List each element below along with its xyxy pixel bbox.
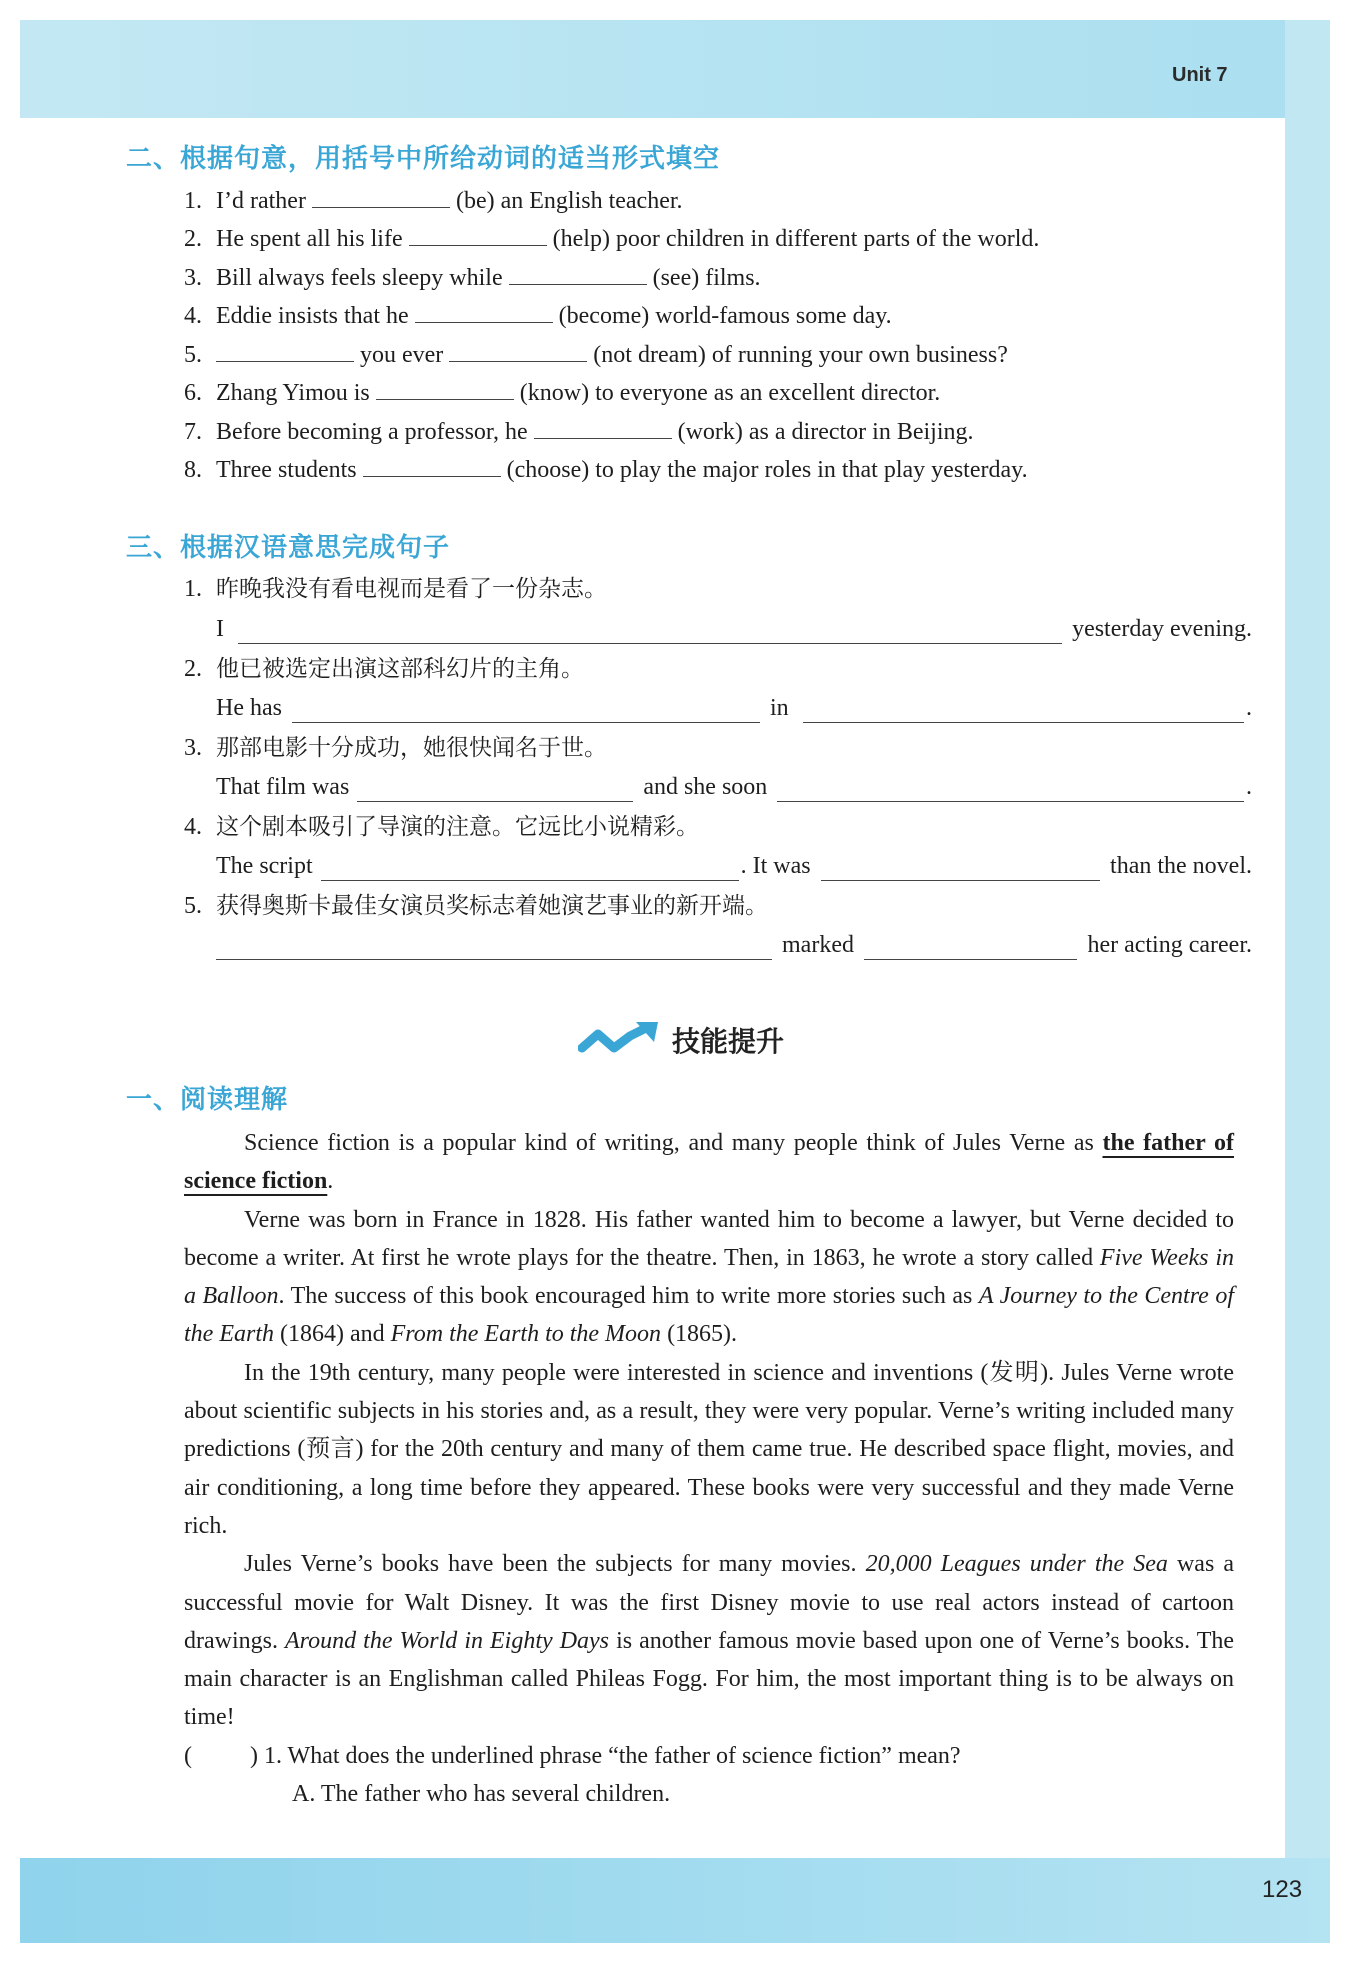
- answer-blank[interactable]: [376, 377, 514, 400]
- answer-blank[interactable]: [409, 223, 547, 246]
- item-prefix: Before becoming a professor, he: [216, 419, 528, 445]
- reading-section-title: 一、阅读理解: [126, 1085, 289, 1115]
- item-number: 7.: [184, 419, 202, 445]
- item-suffix: (not dream) of running your own business?: [593, 342, 1008, 368]
- translation-prompt: [184, 733, 607, 763]
- chinese-sentence: 那部电影十分成功，她很快闻名于世。: [216, 735, 607, 761]
- exercise-item: [184, 262, 761, 293]
- item-suffix: (choose) to play the major roles in that play yesterday.: [506, 457, 1028, 483]
- answer-blank[interactable]: [357, 779, 633, 802]
- answer-tail: .: [1246, 774, 1252, 800]
- item-prefix: I’d rather: [216, 188, 306, 214]
- item-suffix: (know) to everyone as an excellent director.: [519, 380, 941, 406]
- page-number: 123: [1262, 1876, 1303, 1903]
- paragraph-2: [184, 1201, 1234, 1354]
- book-title: From the Earth to the Moon: [390, 1321, 662, 1348]
- item-number: 5.: [184, 342, 202, 368]
- answer-blank[interactable]: [312, 185, 450, 208]
- paragraph-text: is another famous movie based upon one of Verne’s books. The main character is an Englishman called Phileas Fogg. For him, the most important thing is to be always on time!: [184, 1627, 1235, 1731]
- item-middle: you ever: [360, 342, 444, 368]
- top-decorative-band: [20, 20, 1330, 118]
- translation-prompt: [184, 654, 584, 684]
- answer-blank[interactable]: [292, 700, 760, 723]
- translation-prompt: [184, 891, 768, 921]
- paragraph-4: [184, 1545, 1234, 1736]
- answer-lead: He has: [216, 695, 282, 721]
- translation-answer-line: [216, 930, 1252, 960]
- answer-blank[interactable]: [238, 621, 1062, 644]
- exercise-item: [184, 223, 1039, 254]
- section3-title: 三、根据汉语意思完成句子: [126, 533, 451, 563]
- question-1: [184, 1737, 1234, 1775]
- item-prefix: Eddie insists that he: [216, 303, 409, 329]
- item-number: 6.: [184, 380, 202, 406]
- item-suffix: (work) as a director in Beijing.: [677, 419, 974, 445]
- answer-blank[interactable]: [864, 937, 1077, 960]
- answer-tail: her acting career.: [1087, 932, 1252, 958]
- paragraph-text: (1864) and: [280, 1321, 385, 1348]
- answer-blank[interactable]: [363, 454, 501, 477]
- item-number: 2.: [184, 656, 202, 682]
- paragraph-text: .: [327, 1168, 334, 1195]
- item-number: 4.: [184, 814, 202, 840]
- translation-prompt: [184, 812, 699, 842]
- answer-blank[interactable]: [821, 858, 1100, 881]
- item-number: 4.: [184, 303, 202, 329]
- section2-title: 二、根据句意，用括号中所给动词的适当形式填空: [126, 144, 721, 174]
- paragraph-text: . The success of this book encouraged him to write more stories such as: [278, 1283, 973, 1310]
- item-suffix: (become) world-famous some day.: [558, 303, 892, 329]
- exercise-item: [184, 377, 940, 408]
- paragraph-text: Verne was born in France in 1828. His father wanted him to become a lawyer, but Verne decided to become a writer. At first he wrote plays for the theatre. Then, in 1863, he wrote a story called: [184, 1206, 1234, 1271]
- item-number: 3.: [184, 265, 202, 291]
- paragraph-text: In the 19th century, many people were interested in science and inventions (发明). Jules Verne wrote about scientific subjects in his stories and, as a result, they were very popular. Verne’s writing included many predictions (预言) for the 20th century and many of them came true. He described space flight, movies, and air conditioning, a long time before they appeared. These books were very successful and they made Verne rich.: [184, 1359, 1234, 1539]
- answer-lead: That film was: [216, 774, 350, 800]
- item-suffix: (see) films.: [652, 265, 761, 291]
- option-text: A. The father who has several children.: [292, 1781, 671, 1808]
- item-number: 8.: [184, 457, 202, 483]
- bottom-decorative-band: [20, 1858, 1330, 1943]
- paragraph-text: Jules Verne’s books have been the subjects for many movies.: [244, 1551, 857, 1578]
- exercise-item: [184, 339, 1008, 370]
- book-title: A Journey to the Centre of the Earth: [184, 1283, 1234, 1348]
- answer-bracket[interactable]: (: [184, 1742, 192, 1769]
- skill-header: [578, 1018, 784, 1062]
- paragraph-3: [184, 1354, 1234, 1545]
- item-prefix: Three students: [216, 457, 357, 483]
- answer-blank[interactable]: [449, 339, 587, 362]
- answer-mid: . It was: [740, 853, 811, 879]
- answer-tail: than the novel.: [1110, 853, 1252, 879]
- reading-passage: [184, 1124, 1234, 1813]
- paragraph-text: was a successful movie for Walt Disney. It was the first Disney movie to use real actors instead of cartoon drawings.: [184, 1551, 1235, 1654]
- answer-blank[interactable]: [777, 779, 1244, 802]
- item-prefix: He spent all his life: [216, 226, 403, 252]
- option-a[interactable]: [184, 1775, 1234, 1813]
- translation-answer-line: [216, 693, 1252, 723]
- item-suffix: (help) poor children in different parts of the world.: [552, 226, 1040, 252]
- question-text: ) 1. What does the underlined phrase “the father of science fiction” mean?: [250, 1742, 961, 1769]
- chinese-sentence: 获得奥斯卡最佳女演员奖标志着她演艺事业的新开端。: [216, 893, 768, 919]
- item-prefix: Zhang Yimou is: [216, 380, 370, 406]
- answer-blank[interactable]: [415, 300, 553, 323]
- answer-blank[interactable]: [321, 858, 739, 881]
- answer-lead: The script: [216, 853, 313, 879]
- exercise-item: [184, 454, 1028, 485]
- chinese-sentence: 他已被选定出演这部科幻片的主角。: [216, 656, 584, 682]
- right-decorative-band: [1285, 20, 1330, 1860]
- exercise-item: [184, 185, 683, 216]
- trend-up-icon: [578, 1022, 658, 1058]
- translation-prompt: [184, 574, 607, 604]
- answer-tail: yesterday evening.: [1072, 616, 1252, 642]
- paragraph-text: (1865).: [667, 1321, 738, 1348]
- answer-tail: .: [1246, 695, 1252, 721]
- item-prefix: Bill always feels sleepy while: [216, 265, 503, 291]
- answer-blank[interactable]: [216, 339, 354, 362]
- answer-mid: marked: [782, 932, 854, 958]
- skill-title: 技能提升: [672, 1025, 785, 1058]
- answer-lead: I: [216, 616, 224, 642]
- chinese-sentence: 昨晚我没有看电视而是看了一份杂志。: [216, 576, 607, 602]
- translation-answer-line: [216, 614, 1252, 644]
- chinese-sentence: 这个剧本吸引了导演的注意。它远比小说精彩。: [216, 814, 699, 840]
- paragraph-1: [184, 1124, 1234, 1201]
- answer-blank[interactable]: [534, 416, 672, 439]
- answer-mid: in: [769, 695, 789, 721]
- underlined-phrase: the father of science fiction: [184, 1130, 1234, 1195]
- translation-answer-line: [216, 851, 1252, 881]
- answer-mid: and she soon: [643, 774, 768, 800]
- translation-answer-line: [216, 772, 1252, 802]
- movie-title: 20,000 Leagues under the Sea: [865, 1551, 1168, 1578]
- answer-blank[interactable]: [509, 262, 647, 285]
- exercise-item: [184, 300, 892, 331]
- item-suffix: (be) an English teacher.: [455, 188, 683, 214]
- movie-title: Around the World in Eighty Days: [285, 1627, 610, 1654]
- item-number: 5.: [184, 893, 202, 919]
- unit-label: Unit 7: [1172, 64, 1228, 86]
- exercise-item: [184, 416, 974, 447]
- book-title: Five Weeks in a Balloon: [184, 1244, 1234, 1310]
- answer-blank[interactable]: [803, 700, 1244, 723]
- answer-blank[interactable]: [216, 937, 772, 960]
- paragraph-text: Science fiction is a popular kind of writing, and many people think of Jules Verne as: [244, 1130, 1094, 1156]
- item-number: 3.: [184, 735, 202, 761]
- item-number: 1.: [184, 188, 202, 214]
- item-number: 1.: [184, 576, 202, 602]
- item-number: 2.: [184, 226, 202, 252]
